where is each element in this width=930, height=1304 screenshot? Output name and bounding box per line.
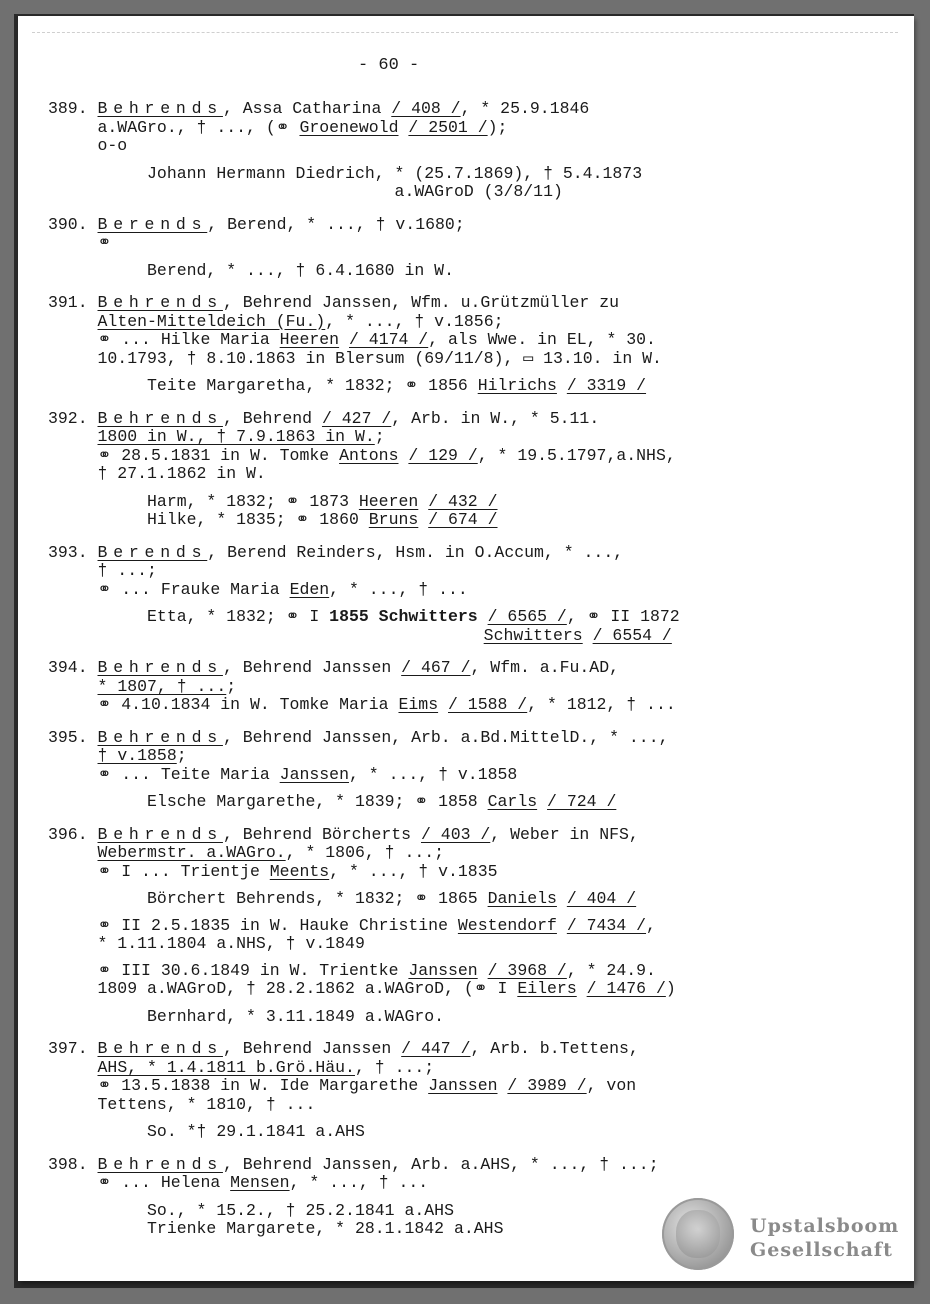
surname: Behrends bbox=[97, 658, 223, 677]
child-line: Bernhard, * 3.11.1849 a.WAGro. bbox=[48, 1006, 445, 1026]
underlined-text: Janssen bbox=[279, 764, 349, 784]
underlined-text: Mensen bbox=[230, 1173, 290, 1192]
underlined-text: Alten-Mitteldeich (Fu.) bbox=[97, 311, 326, 331]
child-line: So. *† 29.1.1841 a.AHS bbox=[48, 1122, 365, 1141]
entry-line: 395. Behrends, Behrend Janssen, Arb. a.Bd.MittelD., * ..., bbox=[48, 727, 669, 747]
underlined-text: AHS, * 1.4.1811 b.Grö.Häu. bbox=[97, 1057, 355, 1077]
entry-line: * 1807, † ...; bbox=[97, 676, 237, 696]
child-line: a.WAGroD (3/8/11) bbox=[48, 182, 563, 201]
page-top-rule bbox=[32, 32, 898, 33]
upstalsboom-seal-icon bbox=[662, 1198, 734, 1270]
entry-line: 10.1793, † 8.10.1863 in Blersum (69/11/8), ▭ 13.10. in W. bbox=[48, 348, 662, 368]
child-line: Trienke Margarete, * 28.1.1842 a.AHS bbox=[48, 1219, 504, 1238]
brand-line-2: Gesellschaft bbox=[750, 1239, 893, 1261]
entry-393 bbox=[48, 544, 898, 646]
child-line bbox=[48, 627, 898, 646]
document-page bbox=[18, 16, 914, 1281]
entry-line: Webermstr. a.WAGro., * 1806, † ...; bbox=[97, 843, 445, 862]
entry-line: 391. Behrends, Behrend Janssen, Wfm. u.Grützmüller zu bbox=[48, 293, 620, 312]
entry-line: * 1.11.1804 a.NHS, † v.1849 bbox=[48, 934, 365, 953]
entry-391 bbox=[48, 294, 898, 396]
entry-line: ⚭ III 30.6.1849 in W. Trientke Janssen / 3968 /, * 24.9. bbox=[48, 960, 656, 980]
underlined-text: Carls bbox=[487, 792, 538, 811]
underlined-text: / 1476 / bbox=[586, 979, 666, 998]
surname: Behrends bbox=[97, 824, 223, 844]
entry-line: ⚭ bbox=[48, 233, 112, 252]
entry-line: a.WAGro., † ..., (⚭ Groenewold / 2501 /); bbox=[48, 117, 508, 137]
underlined-text: Westendorf bbox=[457, 915, 557, 935]
brand-line-1: Upstalsboom bbox=[750, 1215, 900, 1237]
underlined-text: / 408 / bbox=[391, 99, 461, 118]
underlined-text: Groenewold bbox=[299, 117, 399, 137]
entry-line: 392. Behrends, Behrend / 427 /, Arb. in W., * 5.11. bbox=[48, 408, 600, 428]
entry-line: 389. Behrends, Assa Catharina / 408 /, * 25.9.1846 bbox=[48, 99, 590, 118]
entry-line: ⚭ 13.5.1838 in W. Ide Margarethe Janssen / 3989 /, von bbox=[48, 1076, 637, 1095]
entry-line: † ...; bbox=[48, 561, 157, 580]
underlined-text: / 3968 / bbox=[487, 960, 567, 980]
underlined-text: Schwitters bbox=[483, 625, 583, 645]
entry-line: Tettens, * 1810, † ... bbox=[48, 1094, 316, 1114]
underlined-text: / 404 / bbox=[566, 889, 637, 908]
underlined-text: / 2501 / bbox=[408, 117, 488, 137]
entry-line: 397. Behrends, Behrend Janssen / 447 /, Arb. b.Tettens, bbox=[48, 1039, 639, 1058]
entry-line: ⚭ II 2.5.1835 in W. Hauke Christine Westendorf / 7434 /, bbox=[48, 915, 656, 935]
underlined-text: Janssen bbox=[408, 960, 478, 980]
entry-line: ⚭ 28.5.1831 in W. Tomke Antons / 129 /, * 19.5.1797,a.NHS, bbox=[48, 445, 676, 465]
entry-line: 390. Berends, Berend, * ..., † v.1680; bbox=[48, 214, 465, 234]
entry-line: † v.1858; bbox=[97, 746, 187, 765]
child-line: Harm, * 1832; ⚭ 1873 Heeren / 432 / bbox=[48, 491, 498, 511]
underlined-text: / 1588 / bbox=[448, 695, 528, 714]
underlined-text: † v.1858 bbox=[97, 746, 177, 765]
underlined-text: Antons bbox=[339, 445, 399, 465]
entry-line: 398. Behrends, Behrend Janssen, Arb. a.AHS, * ..., † ...; bbox=[48, 1154, 659, 1174]
entry-line: AHS, * 1.4.1811 b.Grö.Häu., † ...; bbox=[97, 1057, 435, 1077]
underlined-text: / 432 / bbox=[428, 491, 498, 511]
surname: Behrends bbox=[97, 1039, 223, 1058]
entry-line: 393. Berends, Berend Reinders, Hsm. in O.Accum, * ..., bbox=[48, 542, 624, 562]
entry-390 bbox=[48, 216, 898, 281]
entry-395 bbox=[48, 729, 898, 812]
entry-line: ⚭ ... Teite Maria Janssen, * ..., † v.1858 bbox=[48, 764, 518, 784]
underlined-text: / 447 / bbox=[401, 1039, 471, 1058]
underlined-text: Heeren bbox=[279, 330, 340, 349]
underlined-text: Heeren bbox=[358, 491, 419, 511]
underlined-text: / 6554 / bbox=[592, 625, 672, 645]
genealogy-entries bbox=[48, 100, 898, 1253]
child-line: Johann Hermann Diedrich, * (25.7.1869), † 5.4.1873 bbox=[48, 163, 643, 183]
underlined-text: Bruns bbox=[368, 510, 419, 529]
underlined-text: Eilers bbox=[517, 979, 577, 998]
underlined-text: / 7434 / bbox=[566, 915, 647, 935]
surname: Behrends bbox=[97, 99, 223, 118]
underlined-text: Eden bbox=[289, 579, 330, 599]
child-line: Berend, * ..., † 6.4.1680 in W. bbox=[48, 260, 454, 280]
underlined-text: * 1807, † ... bbox=[97, 676, 227, 696]
entry-line: Alten-Mitteldeich (Fu.), * ..., † v.1856; bbox=[97, 311, 504, 331]
entry-line: 1809 a.WAGroD, † 28.2.1862 a.WAGroD, (⚭ I Eilers / 1476 /) bbox=[48, 979, 676, 998]
surname: Behrends bbox=[97, 293, 223, 312]
entry-396 bbox=[48, 826, 898, 1027]
underlined-text: Daniels bbox=[487, 889, 557, 908]
entry-line: 394. Behrends, Behrend Janssen / 467 /, Wfm. a.Fu.AD, bbox=[48, 658, 620, 677]
entry-line: † 27.1.1862 in W. bbox=[48, 464, 266, 483]
underlined-text: Webermstr. a.WAGro. bbox=[97, 843, 286, 862]
child-line: Börchert Behrends, * 1832; ⚭ 1865 Daniels / 404 / bbox=[48, 889, 637, 908]
child-line: So., * 15.2., † 25.2.1841 a.AHS bbox=[48, 1200, 454, 1220]
child-line: Teite Margaretha, * 1832; ⚭ 1856 Hilrichs / 3319 / bbox=[48, 376, 647, 395]
corrected-text: 1855 Schwitters bbox=[329, 607, 478, 626]
underlined-text: / 4174 / bbox=[349, 330, 429, 349]
underlined-text: / 3319 / bbox=[566, 376, 647, 395]
surname: Berends bbox=[97, 214, 208, 234]
entry-397 bbox=[48, 1040, 898, 1142]
child-line: Elsche Margarethe, * 1839; ⚭ 1858 Carls / 724 / bbox=[48, 792, 617, 811]
entry-line: ⚭ ... Helena Mensen, * ..., † ... bbox=[48, 1173, 429, 1192]
surname: Behrends bbox=[97, 727, 223, 747]
underlined-text: Eims bbox=[398, 695, 439, 714]
underlined-text: / 6565 / bbox=[487, 607, 567, 626]
child-line: Etta, * 1832; ⚭ I 1855 Schwitters / 6565 /, ⚭ II 1872 bbox=[48, 607, 680, 626]
page-number: - 60 - bbox=[358, 56, 420, 75]
underlined-text: / 724 / bbox=[547, 792, 617, 811]
underlined-text: Janssen bbox=[428, 1076, 498, 1095]
entry-line: 1800 in W., † 7.9.1863 in W.; bbox=[97, 427, 385, 446]
underlined-text: / 403 / bbox=[420, 824, 491, 844]
entry-line: ⚭ I ... Trientje Meents, * ..., † v.1835 bbox=[48, 861, 498, 881]
entry-392 bbox=[48, 410, 898, 530]
underlined-text: / 674 / bbox=[428, 510, 498, 529]
entry-389 bbox=[48, 100, 898, 202]
underlined-text: 1800 in W., † 7.9.1863 in W. bbox=[97, 427, 375, 446]
underlined-text: / 427 / bbox=[321, 408, 392, 428]
underlined-text: / 129 / bbox=[408, 445, 478, 465]
underlined-text: / 3989 / bbox=[507, 1076, 587, 1095]
entry-line: ⚭ 4.10.1834 in W. Tomke Maria Eims / 1588 /, * 1812, † ... bbox=[48, 695, 676, 714]
entry-line: ⚭ ... Frauke Maria Eden, * ..., † ... bbox=[48, 579, 468, 599]
entry-line: 396. Behrends, Behrend Börcherts / 403 /, Weber in NFS, bbox=[48, 824, 639, 844]
underlined-text: / 467 / bbox=[401, 658, 471, 677]
surname: Berends bbox=[97, 542, 208, 562]
entry-394 bbox=[48, 659, 898, 715]
entry-line: ⚭ ... Hilke Maria Heeren / 4174 /, als Wwe. in EL, * 30. bbox=[48, 330, 656, 349]
child-line: Hilke, * 1835; ⚭ 1860 Bruns / 674 / bbox=[48, 510, 498, 529]
surname: Behrends bbox=[97, 408, 223, 428]
entry-line: o-o bbox=[48, 136, 128, 155]
underlined-text: Hilrichs bbox=[477, 376, 557, 395]
surname: Behrends bbox=[97, 1154, 223, 1174]
underlined-text: Meents bbox=[269, 861, 330, 881]
brand-watermark bbox=[750, 1214, 899, 1262]
